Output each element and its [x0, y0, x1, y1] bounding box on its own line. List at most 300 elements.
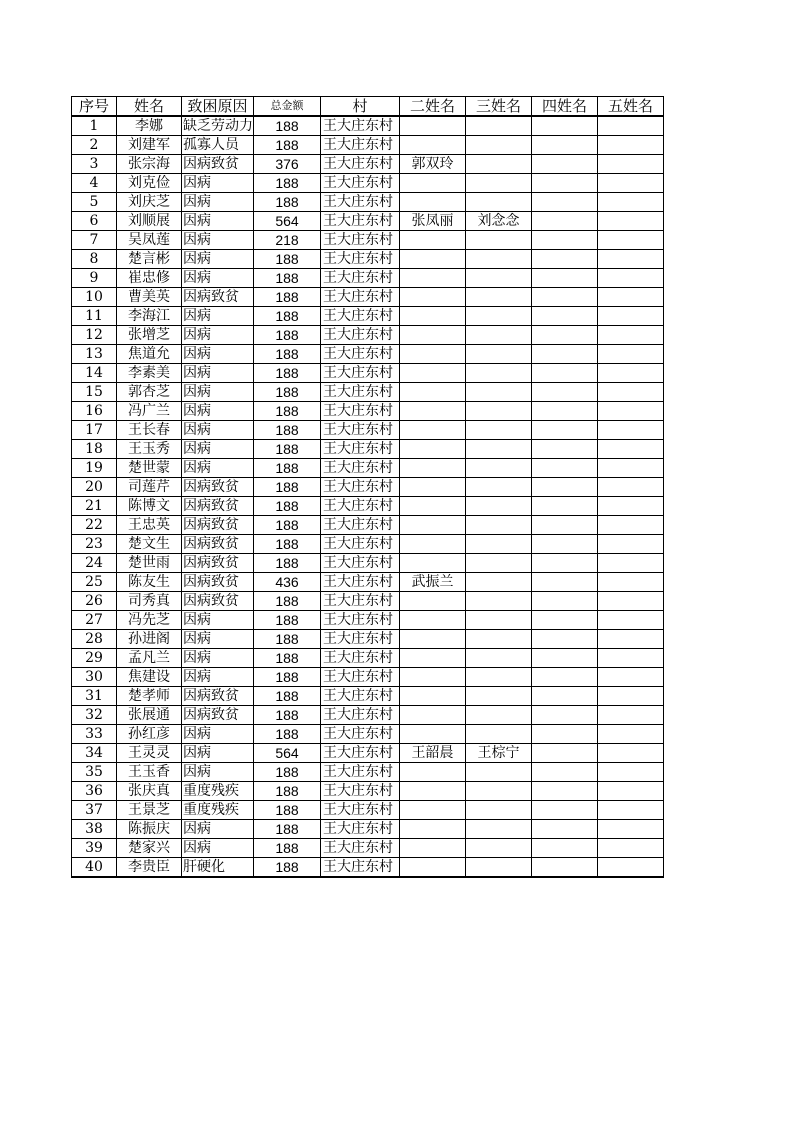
cell-name: 陈振庆 — [117, 820, 182, 839]
cell-village: 王大庄东村 — [321, 516, 400, 535]
table-row — [72, 763, 664, 782]
cell-name5 — [598, 136, 664, 155]
cell-name2 — [400, 269, 466, 288]
cell-name5 — [598, 649, 664, 668]
table-row — [72, 459, 664, 478]
cell-name5 — [598, 459, 664, 478]
cell-name5 — [598, 364, 664, 383]
cell-name3 — [466, 706, 532, 725]
cell-name4 — [532, 402, 598, 421]
cell-name2 — [400, 440, 466, 459]
cell-name3 — [466, 402, 532, 421]
cell-village: 王大庄东村 — [321, 782, 400, 801]
cell-name4 — [532, 155, 598, 174]
cell-name: 孙进阁 — [117, 630, 182, 649]
table-row — [72, 554, 664, 573]
cell-name2 — [400, 326, 466, 345]
table-row — [72, 364, 664, 383]
header-row — [72, 97, 664, 117]
cell-name3 — [466, 611, 532, 630]
cell-village: 王大庄东村 — [321, 269, 400, 288]
cell-name3 — [466, 364, 532, 383]
cell-name2 — [400, 383, 466, 402]
cell-name3 — [466, 440, 532, 459]
cell-name2 — [400, 535, 466, 554]
cell-name4 — [532, 744, 598, 763]
cell-name3 — [466, 763, 532, 782]
cell-name4 — [532, 231, 598, 250]
cell-name3 — [466, 535, 532, 554]
cell-index: 7 — [72, 231, 117, 250]
cell-name2 — [400, 478, 466, 497]
cell-amount: 188 — [254, 592, 321, 611]
cell-name: 李贵臣 — [117, 858, 182, 878]
cell-name5 — [598, 345, 664, 364]
cell-name3 — [466, 497, 532, 516]
cell-name4 — [532, 383, 598, 402]
cell-amount: 188 — [254, 307, 321, 326]
cell-name5 — [598, 611, 664, 630]
cell-name5 — [598, 535, 664, 554]
cell-village: 王大庄东村 — [321, 744, 400, 763]
cell-amount: 188 — [254, 497, 321, 516]
cell-index: 29 — [72, 649, 117, 668]
cell-reason: 因病 — [182, 440, 254, 459]
cell-name3 — [466, 478, 532, 497]
cell-name5 — [598, 497, 664, 516]
cell-index: 23 — [72, 535, 117, 554]
cell-name5 — [598, 326, 664, 345]
cell-reason: 因病致贫 — [182, 554, 254, 573]
cell-name5 — [598, 421, 664, 440]
header-reason: 致困原因 — [182, 97, 254, 117]
cell-name5 — [598, 155, 664, 174]
cell-village: 王大庄东村 — [321, 421, 400, 440]
cell-name5 — [598, 573, 664, 592]
cell-village: 王大庄东村 — [321, 402, 400, 421]
cell-village: 王大庄东村 — [321, 136, 400, 155]
cell-name3 — [466, 116, 532, 136]
table-row — [72, 535, 664, 554]
cell-name2 — [400, 231, 466, 250]
cell-amount: 188 — [254, 687, 321, 706]
cell-amount: 188 — [254, 801, 321, 820]
cell-name5 — [598, 269, 664, 288]
cell-name: 孟凡兰 — [117, 649, 182, 668]
cell-name4 — [532, 725, 598, 744]
cell-name2 — [400, 116, 466, 136]
cell-index: 27 — [72, 611, 117, 630]
table-row — [72, 326, 664, 345]
cell-name4 — [532, 364, 598, 383]
header-name: 姓名 — [117, 97, 182, 117]
cell-reason: 因病致贫 — [182, 288, 254, 307]
cell-amount: 188 — [254, 136, 321, 155]
table-row — [72, 573, 664, 592]
cell-amount: 188 — [254, 269, 321, 288]
table-row — [72, 820, 664, 839]
cell-amount: 188 — [254, 630, 321, 649]
cell-name3: 刘念念 — [466, 212, 532, 231]
cell-village: 王大庄东村 — [321, 459, 400, 478]
cell-name2 — [400, 193, 466, 212]
cell-name2 — [400, 136, 466, 155]
cell-reason: 因病致贫 — [182, 573, 254, 592]
cell-name5 — [598, 174, 664, 193]
cell-village: 王大庄东村 — [321, 611, 400, 630]
cell-village: 王大庄东村 — [321, 478, 400, 497]
cell-name4 — [532, 687, 598, 706]
cell-name2 — [400, 801, 466, 820]
cell-name3 — [466, 326, 532, 345]
cell-name2 — [400, 516, 466, 535]
cell-name4 — [532, 820, 598, 839]
cell-village: 王大庄东村 — [321, 155, 400, 174]
cell-name4 — [532, 116, 598, 136]
cell-index: 13 — [72, 345, 117, 364]
cell-name4 — [532, 193, 598, 212]
cell-name: 刘庆芝 — [117, 193, 182, 212]
cell-name3 — [466, 782, 532, 801]
cell-reason: 因病 — [182, 250, 254, 269]
cell-name4 — [532, 497, 598, 516]
table-row — [72, 155, 664, 174]
cell-name3 — [466, 269, 532, 288]
table-row — [72, 269, 664, 288]
cell-village: 王大庄东村 — [321, 193, 400, 212]
cell-name5 — [598, 193, 664, 212]
table-row — [72, 212, 664, 231]
table-row — [72, 497, 664, 516]
cell-name: 王玉香 — [117, 763, 182, 782]
table-row — [72, 288, 664, 307]
cell-amount: 188 — [254, 668, 321, 687]
cell-amount: 188 — [254, 383, 321, 402]
roster-table — [71, 96, 664, 878]
cell-village: 王大庄东村 — [321, 307, 400, 326]
cell-name4 — [532, 288, 598, 307]
table-row — [72, 725, 664, 744]
cell-name3 — [466, 554, 532, 573]
cell-amount: 188 — [254, 725, 321, 744]
cell-name: 楚文生 — [117, 535, 182, 554]
cell-name2 — [400, 592, 466, 611]
cell-name4 — [532, 212, 598, 231]
cell-village: 王大庄东村 — [321, 630, 400, 649]
cell-name5 — [598, 725, 664, 744]
cell-index: 12 — [72, 326, 117, 345]
header-index: 序号 — [72, 97, 117, 117]
cell-index: 33 — [72, 725, 117, 744]
cell-reason: 因病 — [182, 383, 254, 402]
cell-name5 — [598, 402, 664, 421]
table-row — [72, 801, 664, 820]
cell-name: 陈博文 — [117, 497, 182, 516]
cell-amount: 376 — [254, 155, 321, 174]
cell-name5 — [598, 630, 664, 649]
cell-name: 刘顺展 — [117, 212, 182, 231]
cell-name2 — [400, 288, 466, 307]
cell-village: 王大庄东村 — [321, 326, 400, 345]
cell-name4 — [532, 440, 598, 459]
cell-village: 王大庄东村 — [321, 706, 400, 725]
cell-amount: 188 — [254, 649, 321, 668]
cell-amount: 188 — [254, 364, 321, 383]
cell-index: 8 — [72, 250, 117, 269]
cell-village: 王大庄东村 — [321, 212, 400, 231]
cell-name4 — [532, 478, 598, 497]
cell-amount: 188 — [254, 516, 321, 535]
cell-name: 孙红彦 — [117, 725, 182, 744]
cell-amount: 188 — [254, 839, 321, 858]
cell-reason: 因病致贫 — [182, 687, 254, 706]
cell-name3 — [466, 174, 532, 193]
cell-village: 王大庄东村 — [321, 649, 400, 668]
cell-name3 — [466, 307, 532, 326]
cell-reason: 因病致贫 — [182, 535, 254, 554]
cell-index: 5 — [72, 193, 117, 212]
cell-index: 3 — [72, 155, 117, 174]
cell-village: 王大庄东村 — [321, 801, 400, 820]
cell-name4 — [532, 516, 598, 535]
cell-name4 — [532, 630, 598, 649]
cell-index: 31 — [72, 687, 117, 706]
cell-name5 — [598, 250, 664, 269]
cell-index: 15 — [72, 383, 117, 402]
cell-village: 王大庄东村 — [321, 820, 400, 839]
cell-village: 王大庄东村 — [321, 858, 400, 878]
table-row — [72, 858, 664, 878]
cell-name2 — [400, 421, 466, 440]
cell-village: 王大庄东村 — [321, 288, 400, 307]
cell-name2 — [400, 174, 466, 193]
cell-name3 — [466, 820, 532, 839]
table-row — [72, 307, 664, 326]
cell-name5 — [598, 592, 664, 611]
cell-amount: 188 — [254, 174, 321, 193]
cell-reason: 因病致贫 — [182, 155, 254, 174]
cell-index: 26 — [72, 592, 117, 611]
cell-name5 — [598, 212, 664, 231]
header-amount: 总金额 — [254, 97, 321, 117]
cell-name4 — [532, 706, 598, 725]
table-row — [72, 136, 664, 155]
cell-name5 — [598, 744, 664, 763]
cell-name2 — [400, 782, 466, 801]
cell-index: 25 — [72, 573, 117, 592]
cell-village: 王大庄东村 — [321, 573, 400, 592]
table-row — [72, 744, 664, 763]
cell-index: 4 — [72, 174, 117, 193]
cell-name2: 王韶晨 — [400, 744, 466, 763]
cell-index: 6 — [72, 212, 117, 231]
cell-name: 楚世蒙 — [117, 459, 182, 478]
cell-index: 22 — [72, 516, 117, 535]
cell-village: 王大庄东村 — [321, 364, 400, 383]
cell-reason: 因病 — [182, 763, 254, 782]
cell-name4 — [532, 782, 598, 801]
cell-name2 — [400, 402, 466, 421]
cell-name: 李娜 — [117, 116, 182, 136]
table-body — [72, 116, 664, 877]
cell-name3 — [466, 858, 532, 878]
cell-name2 — [400, 611, 466, 630]
cell-name: 冯先芝 — [117, 611, 182, 630]
header-village: 村 — [321, 97, 400, 117]
cell-name: 李素美 — [117, 364, 182, 383]
cell-index: 18 — [72, 440, 117, 459]
cell-amount: 188 — [254, 554, 321, 573]
cell-name5 — [598, 307, 664, 326]
cell-name4 — [532, 839, 598, 858]
cell-name4 — [532, 421, 598, 440]
cell-name: 张增芝 — [117, 326, 182, 345]
cell-index: 40 — [72, 858, 117, 878]
cell-reason: 因病 — [182, 307, 254, 326]
cell-reason: 因病致贫 — [182, 706, 254, 725]
table-row — [72, 782, 664, 801]
cell-name2: 张凤丽 — [400, 212, 466, 231]
cell-name2: 郭双玲 — [400, 155, 466, 174]
cell-village: 王大庄东村 — [321, 116, 400, 136]
cell-name4 — [532, 174, 598, 193]
cell-name5 — [598, 516, 664, 535]
cell-reason: 因病 — [182, 744, 254, 763]
cell-name: 焦道允 — [117, 345, 182, 364]
table-row — [72, 421, 664, 440]
cell-name5 — [598, 554, 664, 573]
cell-reason: 因病 — [182, 839, 254, 858]
cell-name4 — [532, 535, 598, 554]
table-row — [72, 668, 664, 687]
cell-reason: 因病致贫 — [182, 516, 254, 535]
cell-name: 楚世雨 — [117, 554, 182, 573]
cell-amount: 188 — [254, 288, 321, 307]
cell-index: 9 — [72, 269, 117, 288]
cell-amount: 188 — [254, 421, 321, 440]
cell-reason: 因病 — [182, 402, 254, 421]
cell-index: 1 — [72, 116, 117, 136]
cell-name2 — [400, 364, 466, 383]
cell-reason: 因病 — [182, 326, 254, 345]
cell-index: 35 — [72, 763, 117, 782]
cell-name2 — [400, 307, 466, 326]
cell-amount: 188 — [254, 250, 321, 269]
cell-name2 — [400, 497, 466, 516]
header-name5: 五姓名 — [598, 97, 664, 117]
cell-name: 吴凤莲 — [117, 231, 182, 250]
table-row — [72, 383, 664, 402]
cell-name: 郭杏芝 — [117, 383, 182, 402]
cell-index: 16 — [72, 402, 117, 421]
cell-name2 — [400, 250, 466, 269]
cell-name: 司秀真 — [117, 592, 182, 611]
table-row — [72, 516, 664, 535]
cell-name: 张庆真 — [117, 782, 182, 801]
cell-name3 — [466, 630, 532, 649]
cell-reason: 孤寡人员 — [182, 136, 254, 155]
cell-name4 — [532, 269, 598, 288]
cell-index: 34 — [72, 744, 117, 763]
cell-name: 司莲芹 — [117, 478, 182, 497]
cell-name: 楚孝师 — [117, 687, 182, 706]
cell-name3 — [466, 136, 532, 155]
cell-amount: 188 — [254, 116, 321, 136]
cell-name5 — [598, 782, 664, 801]
cell-amount: 188 — [254, 611, 321, 630]
cell-name4 — [532, 858, 598, 878]
cell-name3 — [466, 516, 532, 535]
cell-amount: 436 — [254, 573, 321, 592]
cell-name2 — [400, 668, 466, 687]
cell-name4 — [532, 459, 598, 478]
header-name3: 三姓名 — [466, 97, 532, 117]
table-row — [72, 402, 664, 421]
header-name2: 二姓名 — [400, 97, 466, 117]
cell-reason: 因病 — [182, 459, 254, 478]
table-row — [72, 630, 664, 649]
cell-name3 — [466, 649, 532, 668]
cell-name2 — [400, 763, 466, 782]
cell-name4 — [532, 668, 598, 687]
cell-name5 — [598, 801, 664, 820]
cell-reason: 因病 — [182, 630, 254, 649]
cell-name5 — [598, 668, 664, 687]
cell-village: 王大庄东村 — [321, 725, 400, 744]
cell-name: 刘克俭 — [117, 174, 182, 193]
cell-name3 — [466, 288, 532, 307]
cell-reason: 因病致贫 — [182, 478, 254, 497]
cell-amount: 188 — [254, 535, 321, 554]
cell-reason: 缺乏劳动力 — [183, 118, 253, 134]
cell-name3 — [466, 231, 532, 250]
cell-amount: 188 — [254, 782, 321, 801]
cell-amount: 188 — [254, 706, 321, 725]
cell-reason: 因病 — [182, 231, 254, 250]
cell-index: 11 — [72, 307, 117, 326]
cell-index: 20 — [72, 478, 117, 497]
cell-name5 — [598, 116, 664, 136]
cell-reason: 因病致贫 — [182, 592, 254, 611]
cell-amount: 188 — [254, 820, 321, 839]
cell-amount: 218 — [254, 231, 321, 250]
cell-name5 — [598, 478, 664, 497]
cell-name: 王灵灵 — [117, 744, 182, 763]
table-row — [72, 478, 664, 497]
cell-village: 王大庄东村 — [321, 592, 400, 611]
table-row — [72, 649, 664, 668]
cell-name4 — [532, 763, 598, 782]
table-row — [72, 592, 664, 611]
cell-village: 王大庄东村 — [321, 174, 400, 193]
cell-amount: 188 — [254, 763, 321, 782]
cell-reason: 因病致贫 — [182, 497, 254, 516]
cell-name2 — [400, 706, 466, 725]
cell-name5 — [598, 858, 664, 878]
cell-index: 17 — [72, 421, 117, 440]
cell-index: 10 — [72, 288, 117, 307]
cell-name: 曹美英 — [117, 288, 182, 307]
cell-reason: 因病 — [182, 649, 254, 668]
table-row — [72, 116, 664, 136]
table-row — [72, 174, 664, 193]
table-row — [72, 706, 664, 725]
cell-amount: 188 — [254, 402, 321, 421]
cell-reason: 重度残疾 — [182, 801, 254, 820]
cell-reason: 肝硬化 — [182, 858, 254, 878]
table-row — [72, 345, 664, 364]
cell-name2: 武振兰 — [400, 573, 466, 592]
